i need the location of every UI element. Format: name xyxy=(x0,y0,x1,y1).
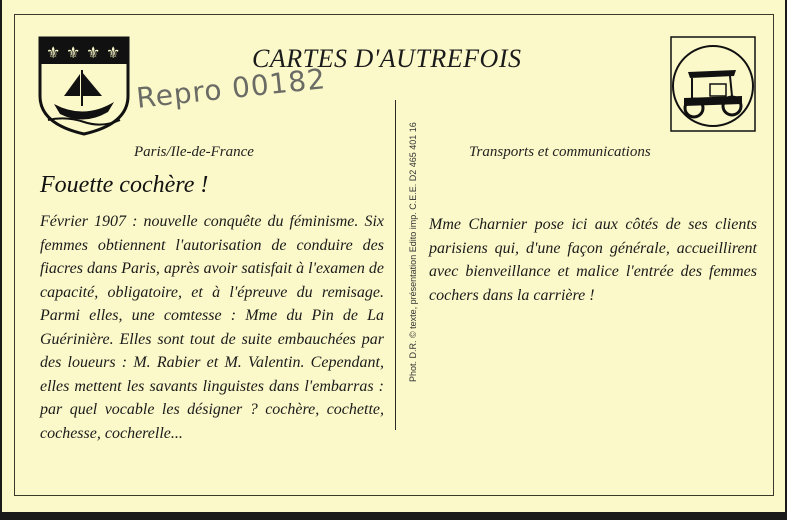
svg-text:⚜: ⚜ xyxy=(46,43,61,62)
svg-text:⚜: ⚜ xyxy=(86,43,101,62)
article-headline: Fouette cochère ! xyxy=(40,172,209,198)
svg-text:⚜: ⚜ xyxy=(66,43,81,62)
vintage-car-icon xyxy=(670,36,756,132)
handwritten-reference: Repro 00182 xyxy=(134,62,328,115)
postcard-back xyxy=(2,0,785,512)
center-divider xyxy=(395,100,396,430)
paris-coat-of-arms-icon xyxy=(36,34,132,138)
svg-text:⚜: ⚜ xyxy=(106,43,121,62)
article-body-left: Février 1907 : nouvelle conquête du féminisme. Six femmes obtiennent l'autorisation de conduire des fiacres dans Paris, après avoir satisfait à l'examen de capacité, obligatoire, et à l'épreuve du remisage. Parmi elles, une comtesse : Mme du Pin de La Guérinière. Elles sont tout de suite embauchées par des loueurs : M. Rabier et M. Valentin. Cependant, elles mettent les savants linguistes dans l'embarras : par quel vocable les désigner ? cochère, cochette, cochesse, cocherelle... xyxy=(40,213,384,442)
series-title: CARTES D'AUTREFOIS xyxy=(252,44,522,73)
article-body-right: Mme Charnier pose ici aux côtés de ses clients parisiens qui, d'une façon générale, accueillirent avec bienveillance et malice l'entrée des femmes cochers dans la carrière ! xyxy=(429,216,757,304)
region-label: Paris/Ile-de-France xyxy=(134,144,254,160)
printer-credits: Phot. D.R. © texte, présentation Edito imp. C.E.E. D2 465 401 16 xyxy=(408,122,418,382)
theme-label: Transports et communications xyxy=(469,144,651,160)
